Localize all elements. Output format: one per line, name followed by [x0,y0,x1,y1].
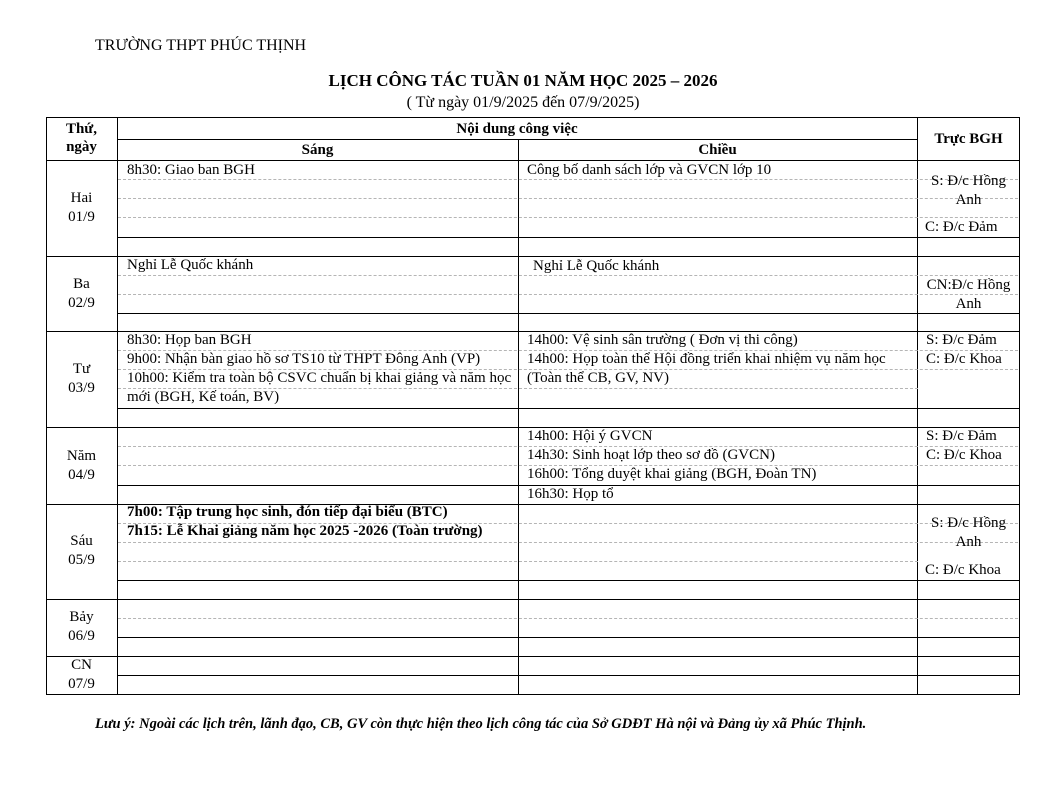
entry-morning: 9h00: Nhận bàn giao hồ sơ TS10 từ THPT Đông Anh (VP) [127,351,481,367]
duty-entry [917,514,1020,552]
entry-afternoon: Công bố danh sách lớp và GVCN lớp 10 [527,162,772,178]
day-name: Sáu [70,533,93,549]
duty-holiday: CN:Đ/c Hồng Anh [926,277,1011,312]
entry-afternoon: 14h30: Sinh hoạt lớp theo sơ đồ (GVCN) [527,447,775,463]
day-date: 03/9 [68,380,95,396]
duty-entry: S: Đ/c Đảm [926,428,997,444]
day-date: 06/9 [68,628,95,644]
footer-note: Lưu ý: Ngoài các lịch trên, lãnh đạo, CB, GV còn thực hiện theo lịch công tác của Sở GDĐT Hà nội và Đảng ủy xã Phúc Thịnh. [95,716,867,732]
day-monday [46,189,117,227]
entry-morning: Nghỉ Lễ Quốc khánh [127,257,254,273]
day-name: Ba [73,276,90,292]
day-friday [46,532,117,570]
day-name: Tư [72,361,91,377]
day-saturday [46,608,117,646]
school-name: TRƯỜNG THPT PHÚC THỊNH [95,37,307,54]
duty-morning: S: Đ/c Hồng Anh [931,515,1006,550]
duty-entry [917,172,1020,210]
duty-entry [917,276,1020,314]
duty-entry: C: Đ/c Đảm [925,219,998,235]
header-content: Nội dung công việc [456,121,578,137]
entry-morning: 7h00: Tập trung học sinh, đón tiếp đại biểu (BTC) [127,504,448,520]
entry-morning: 8h30: Họp ban BGH [127,332,252,348]
duty-entry: C: Đ/c Khoa [926,447,1002,463]
entry-afternoon: 14h00: Họp toàn thể Hội đồng triển khai nhiệm vụ năm học (Toàn thể CB, GV, NV) [527,351,886,386]
day-sunday [46,656,117,694]
page-title: LỊCH CÔNG TÁC TUẦN 01 NĂM HỌC 2025 – 2026 [328,71,718,90]
day-tuesday [46,275,117,313]
duty-entry: S: Đ/c Đảm [926,332,997,348]
header-day [46,120,117,156]
page-subtitle: ( Từ ngày 01/9/2025 đến 07/9/2025) [406,94,640,111]
entry-afternoon: 14h00: Hội ý GVCN [527,428,653,444]
duty-entry: C: Đ/c Khoa [925,562,1001,578]
day-thursday [46,447,117,485]
header-day-line1: Thứ, [65,121,98,137]
day-name: Năm [66,448,97,464]
entry-morning: 8h30: Giao ban BGH [127,162,255,178]
entry-morning: 7h15: Lễ Khai giảng năm học 2025 -2026 (Toàn trường) [127,523,483,539]
header-afternoon: Chiều [698,142,737,158]
day-wednesday [46,360,117,398]
entry-afternoon: Nghỉ Lễ Quốc khánh [533,258,660,274]
duty-entry: C: Đ/c Khoa [926,351,1002,367]
header-day-line2: ngày [66,139,97,155]
day-date: 01/9 [68,209,95,225]
day-name: Bảy [69,609,94,625]
header-duty: Trực BGH [934,131,1003,147]
schedule-table [46,117,1020,695]
day-date: 05/9 [68,552,95,568]
day-date: 07/9 [68,676,95,692]
entry-afternoon: 16h30: Họp tổ [527,486,614,502]
entry-morning: 10h00: Kiểm tra toàn bộ CSVC chuẩn bị khai giảng và năm học mới (BGH, Kế toán, BV) [127,370,512,405]
day-date: 02/9 [68,295,95,311]
entry-afternoon: 14h00: Vệ sinh sân trường ( Đơn vị thi công) [527,332,798,348]
entry-afternoon: 16h00: Tổng duyệt khai giảng (BGH, Đoàn TN) [527,466,817,482]
day-name: Hai [70,190,93,206]
day-date: 04/9 [68,467,95,483]
header-morning: Sáng [301,142,334,158]
duty-morning: S: Đ/c Hồng Anh [931,173,1006,208]
day-name: CN [71,657,92,673]
